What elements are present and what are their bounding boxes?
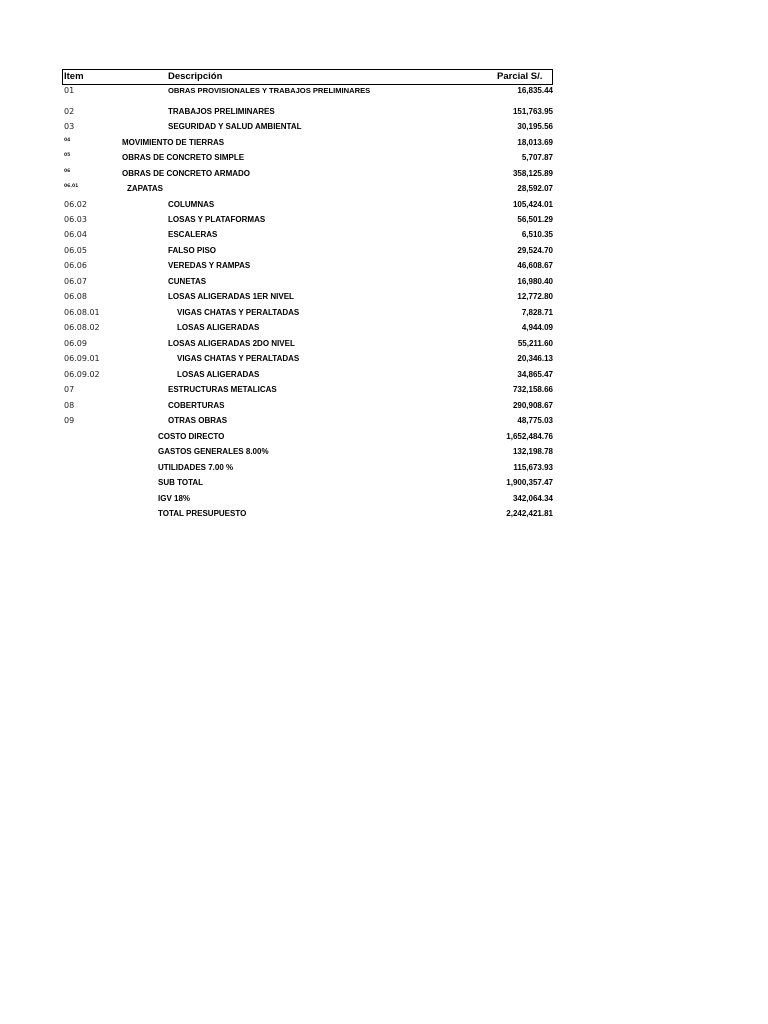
header-parcial: Parcial S/. xyxy=(497,71,543,82)
total-row-gastos-generales xyxy=(0,445,768,459)
table-row xyxy=(0,414,768,428)
row-description: VIGAS CHATAS Y PERALTADAS xyxy=(177,354,300,363)
row-description: LOSAS ALIGERADAS 1ER NIVEL xyxy=(168,292,294,301)
header-border xyxy=(62,69,553,85)
row-value: 55,211.60 xyxy=(517,339,553,348)
row-item: 06.01 xyxy=(64,184,79,189)
row-description: COBERTURAS xyxy=(168,401,225,410)
row-value: 732,158.66 xyxy=(512,385,553,394)
row-item: 06.08.01 xyxy=(64,308,100,317)
total-row-utilidades xyxy=(0,461,768,475)
table-row xyxy=(0,259,768,273)
row-value: 16,835.44 xyxy=(517,86,553,95)
row-value: 4,944.09 xyxy=(521,323,553,332)
row-description: OBRAS DE CONCRETO ARMADO xyxy=(122,169,251,178)
row-description: CUNETAS xyxy=(168,277,207,286)
table-row xyxy=(0,368,768,382)
table-row xyxy=(0,198,768,212)
row-description: ESTRUCTURAS METALICAS xyxy=(168,385,277,394)
row-item: 06.08 xyxy=(64,292,87,301)
table-row xyxy=(0,228,768,242)
row-item: 06.08.02 xyxy=(64,323,100,332)
row-item: 09 xyxy=(64,416,75,425)
row-item: 06.02 xyxy=(64,200,87,209)
table-row xyxy=(0,167,768,181)
table-row xyxy=(0,290,768,304)
row-value: 12,772.80 xyxy=(517,292,553,301)
table-row xyxy=(0,151,768,165)
row-description: FALSO PISO xyxy=(168,246,217,255)
row-description: ZAPATAS xyxy=(127,184,163,193)
total-value: 342,064.34 xyxy=(512,494,553,503)
table-row xyxy=(0,120,768,134)
row-item: 01 xyxy=(64,86,75,95)
row-item: 05 xyxy=(64,153,71,158)
table-row xyxy=(0,321,768,335)
row-value: 18,013.69 xyxy=(517,138,553,147)
row-item: 06.09.02 xyxy=(64,370,100,379)
total-value: 1,900,357.47 xyxy=(506,478,553,487)
table-row xyxy=(0,84,768,98)
total-label: COSTO DIRECTO xyxy=(158,432,225,441)
table-row xyxy=(0,244,768,258)
row-description: SEGURIDAD Y SALUD AMBIENTAL xyxy=(168,122,302,131)
total-label: SUB TOTAL xyxy=(158,478,204,487)
row-value: 28,592.07 xyxy=(517,184,553,193)
row-item: 06.09.01 xyxy=(64,354,100,363)
row-item: 06.09 xyxy=(64,339,87,348)
header-item: Item xyxy=(64,71,84,82)
total-label: UTILIDADES 7.00 % xyxy=(158,463,234,472)
row-value: 30,195.56 xyxy=(517,122,553,131)
row-description: LOSAS Y PLATAFORMAS xyxy=(168,215,266,224)
row-value: 290,908.67 xyxy=(512,401,553,410)
total-label: GASTOS GENERALES 8.00% xyxy=(158,447,269,456)
row-value: 20,346.13 xyxy=(517,354,553,363)
row-value: 151,763.95 xyxy=(512,107,553,116)
row-value: 46,608.67 xyxy=(517,261,553,270)
total-row-sub-total xyxy=(0,476,768,490)
row-item: 08 xyxy=(64,401,75,410)
row-value: 5,707.87 xyxy=(521,153,553,162)
row-description: OTRAS OBRAS xyxy=(168,416,228,425)
total-row-igv xyxy=(0,492,768,506)
table-row xyxy=(0,275,768,289)
row-description: LOSAS ALIGERADAS xyxy=(177,370,260,379)
table-row xyxy=(0,337,768,351)
total-value: 132,198.78 xyxy=(512,447,553,456)
row-value: 105,424.01 xyxy=(512,200,553,209)
row-item: 06.06 xyxy=(64,261,87,270)
row-value: 56,501.29 xyxy=(517,215,553,224)
total-row-total-presupuesto xyxy=(0,507,768,521)
row-item: 06.03 xyxy=(64,215,87,224)
table-row xyxy=(0,213,768,227)
row-description: MOVIMIENTO DE TIERRAS xyxy=(122,138,225,147)
total-value: 2,242,421.81 xyxy=(506,509,553,518)
table-row xyxy=(0,105,768,119)
total-label: IGV 18% xyxy=(158,494,191,503)
total-value: 115,673.93 xyxy=(513,463,553,472)
row-description: VIGAS CHATAS Y PERALTADAS xyxy=(177,308,300,317)
row-description: OBRAS DE CONCRETO SIMPLE xyxy=(122,153,245,162)
row-value: 7,828.71 xyxy=(521,308,553,317)
row-value: 34,865.47 xyxy=(517,370,553,379)
row-item: 06.04 xyxy=(64,230,87,239)
row-description: LOSAS ALIGERADAS 2DO NIVEL xyxy=(168,339,295,348)
table-row xyxy=(0,136,768,150)
table-row xyxy=(0,383,768,397)
row-item: 06.05 xyxy=(64,246,87,255)
row-value: 29,524.70 xyxy=(517,246,553,255)
total-value: 1,652,484.76 xyxy=(506,432,553,441)
row-description: VEREDAS Y RAMPAS xyxy=(168,261,251,270)
row-item: 03 xyxy=(64,122,75,131)
table-row xyxy=(0,182,768,196)
table-row xyxy=(0,352,768,366)
row-description: ESCALERAS xyxy=(168,230,218,239)
row-value: 48,775.03 xyxy=(517,416,553,425)
header-descripcion: Descripción xyxy=(168,71,223,82)
row-description: LOSAS ALIGERADAS xyxy=(177,323,260,332)
row-description: TRABAJOS PRELIMINARES xyxy=(168,107,275,116)
row-value: 358,125.89 xyxy=(512,169,553,178)
row-item: 04 xyxy=(64,138,71,143)
row-value: 16,980.40 xyxy=(517,277,553,286)
total-row-costo-directo xyxy=(0,430,768,444)
row-item: 07 xyxy=(64,385,75,394)
table-row xyxy=(0,306,768,320)
row-description: COLUMNAS xyxy=(168,200,215,209)
row-item: 06.07 xyxy=(64,277,87,286)
row-item: 02 xyxy=(64,107,75,116)
row-description: OBRAS PROVISIONALES Y TRABAJOS PRELIMINARES xyxy=(168,86,371,95)
total-label: TOTAL PRESUPUESTO xyxy=(158,509,247,518)
row-item: 06 xyxy=(64,169,71,174)
row-value: 6,510.35 xyxy=(521,230,553,239)
table-row xyxy=(0,399,768,413)
